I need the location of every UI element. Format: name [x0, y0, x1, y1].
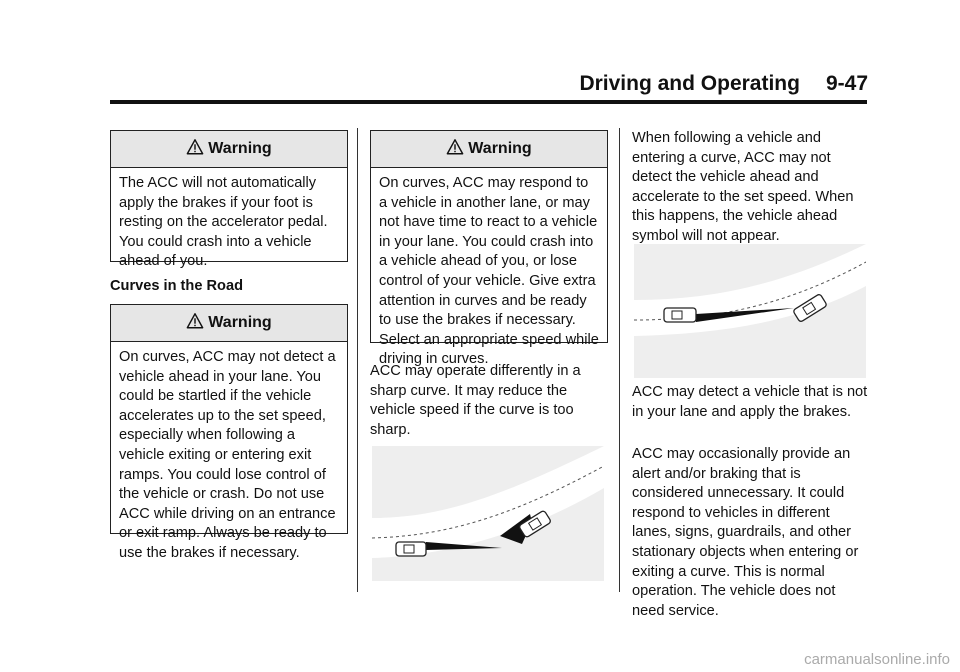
page-number: 9-47 — [825, 72, 868, 95]
paragraph-following-vehicle: When following a vehicle and entering a curve, ACC may not detect the vehicle ahead and accelerate to the set speed. When this happens, the vehicle ahead symbol will not appear. — [632, 130, 854, 244]
paragraph-detect-other-lane: ACC may detect a vehicle that is not in your lane and apply the brakes. — [632, 384, 868, 420]
warning-triangle-icon — [186, 138, 204, 161]
warning-text: On curves, ACC may not detect a vehicle ahead in your lane. You could be startled if the vehicle accelerates up to the set speed, especially when following a vehicle exiting or entering exit ramps. You could lose control of the vehicle or crash. Do not use ACC while driving on an entrance or exit ramp. Always be ready to use the brakes if necessary. — [119, 349, 336, 561]
subheading-curves: Curves in the Road — [110, 278, 243, 294]
warning-header — [111, 305, 347, 342]
header-rule — [110, 100, 867, 104]
warning-header — [111, 131, 347, 168]
column-divider-1 — [357, 128, 358, 592]
warning-header — [371, 131, 607, 168]
warning-text: On curves, ACC may respond to a vehicle in another lane, or may not have time to react to a vehicle in your lane. You could crash into a vehicle ahead of you, or lose control of your vehicle. Give extra attention in curves and be ready to use the brakes if necessary. Select an appropriate speed while driving in curves. — [379, 175, 599, 368]
section-title: Driving and Operating — [579, 72, 800, 95]
warning-box-accelerator — [110, 130, 348, 270]
warning-title: Warning — [468, 140, 532, 157]
warning-box-curves-detect — [110, 304, 348, 561]
car-icon — [396, 542, 426, 556]
page-header — [0, 72, 868, 102]
warning-triangle-icon — [446, 138, 464, 161]
column-divider-2 — [619, 128, 620, 592]
warning-title: Warning — [208, 140, 272, 157]
figure-sharp-curve — [372, 446, 604, 581]
figure-following-curve — [634, 244, 866, 378]
watermark: carmanualsonline.info — [804, 651, 950, 668]
warning-triangle-icon — [186, 312, 204, 335]
warning-title: Warning — [208, 314, 272, 331]
warning-box-curves-respond — [370, 130, 608, 368]
warning-text: The ACC will not automatically apply the brakes if your foot is resting on the accelerator pedal. You could crash into a vehicle ahead of you. — [119, 175, 328, 270]
paragraph-sharp-curve: ACC may operate differently in a sharp curve. It may reduce the vehicle speed if the curve is too sharp. — [370, 363, 581, 438]
paragraph-unnecessary-alert: ACC may occasionally provide an alert and/or braking that is considered unnecessary. It could respond to vehicles in different lanes, signs, guardrails, and other stationary objects when entering or exiting a curve. This is normal operation. The vehicle does not need service. — [632, 446, 859, 619]
car-icon — [664, 308, 696, 322]
